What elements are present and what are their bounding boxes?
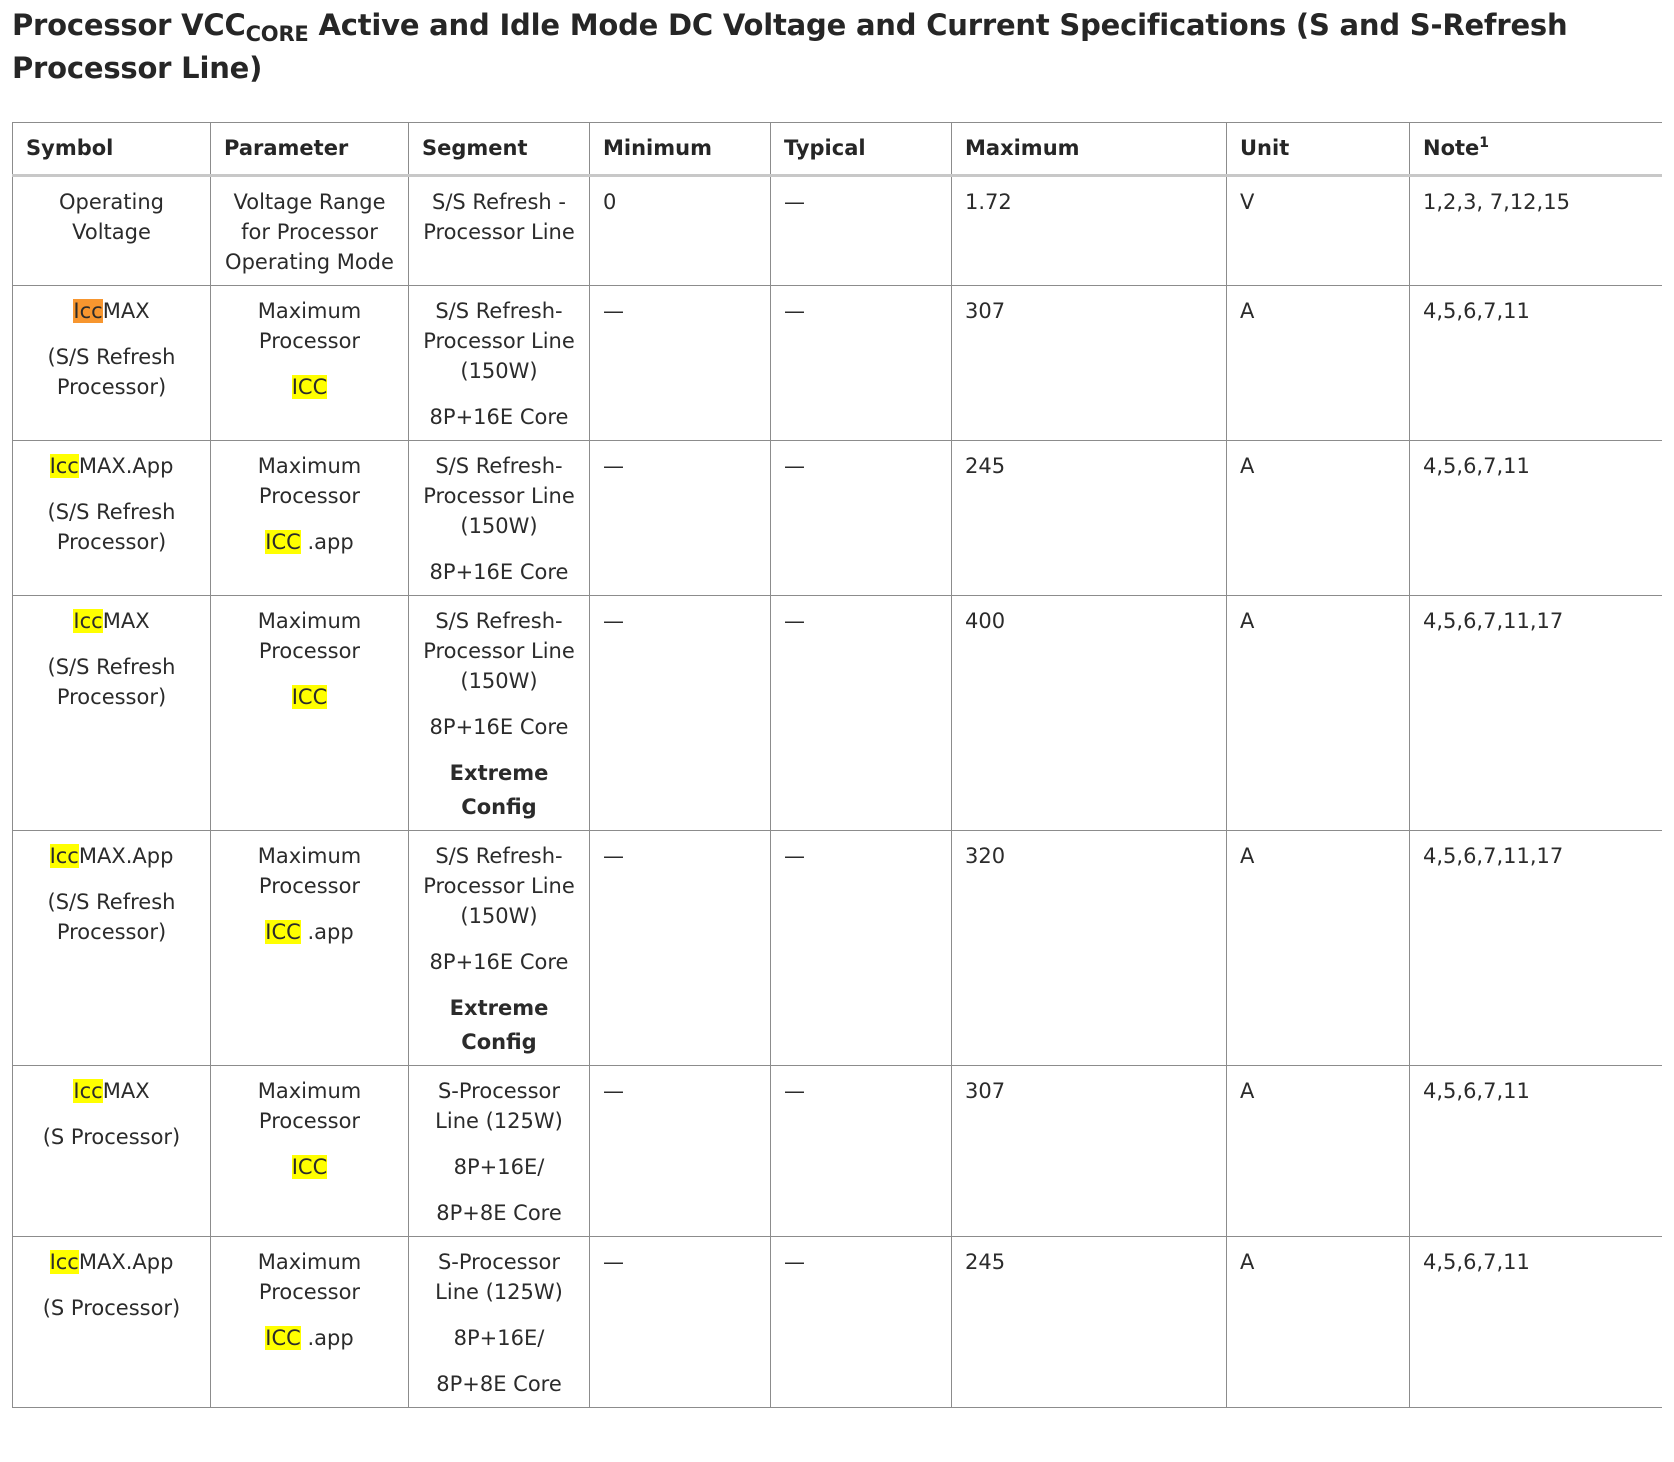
segment-line: 8P+16E Core bbox=[429, 405, 569, 429]
table-row bbox=[13, 831, 1663, 1066]
column-header-maximum: Maximum bbox=[952, 123, 1227, 176]
maximum-cell: 245 bbox=[952, 1237, 1227, 1408]
parameter-cell bbox=[211, 176, 409, 286]
minimum-cell: — bbox=[590, 441, 771, 596]
symbol-qualifier: (S/S Refresh Processor) bbox=[47, 500, 176, 554]
segment-cell bbox=[409, 831, 590, 1066]
note-cell: 4,5,6,7,11 bbox=[1410, 1066, 1663, 1237]
symbol-highlight: Icc bbox=[73, 299, 103, 323]
maximum-cell: 307 bbox=[952, 1066, 1227, 1237]
symbol-highlight: Icc bbox=[49, 454, 79, 478]
symbol-highlight: Icc bbox=[49, 844, 79, 868]
note-cell: 4,5,6,7,11,17 bbox=[1410, 596, 1663, 831]
parameter-symbol bbox=[224, 527, 395, 557]
table-row bbox=[13, 441, 1663, 596]
segment-cell bbox=[409, 441, 590, 596]
unit-cell: A bbox=[1227, 286, 1410, 441]
symbol-highlight: Icc bbox=[73, 609, 103, 633]
symbol-name bbox=[26, 451, 197, 481]
parameter-text: Maximum Processor bbox=[257, 1250, 362, 1304]
symbol-qualifier: (S/S Refresh Processor) bbox=[47, 890, 176, 944]
maximum-cell: 245 bbox=[952, 441, 1227, 596]
parameter-cell bbox=[211, 286, 409, 441]
symbol-cell bbox=[13, 1066, 211, 1237]
symbol-highlight: Icc bbox=[49, 1250, 79, 1274]
table-row bbox=[13, 286, 1663, 441]
unit-cell: A bbox=[1227, 831, 1410, 1066]
segment-line: S-Processor Line (125W) bbox=[435, 1079, 563, 1133]
segment-cell bbox=[409, 596, 590, 831]
column-header-unit: Unit bbox=[1227, 123, 1410, 176]
parameter-symbol bbox=[224, 917, 395, 947]
minimum-cell: — bbox=[590, 1066, 771, 1237]
typical-cell: — bbox=[771, 286, 952, 441]
segment-cell bbox=[409, 176, 590, 286]
minimum-cell: — bbox=[590, 286, 771, 441]
parameter-symbol bbox=[224, 1323, 395, 1353]
symbol-cell bbox=[13, 441, 211, 596]
unit-cell: A bbox=[1227, 596, 1410, 831]
segment-line: S/S Refresh - Processor Line bbox=[423, 190, 575, 244]
typical-cell: — bbox=[771, 596, 952, 831]
parameter-suffix: .app bbox=[300, 1326, 354, 1350]
segment-cell bbox=[409, 1237, 590, 1408]
typical-cell: — bbox=[771, 1237, 952, 1408]
typical-cell: — bbox=[771, 176, 952, 286]
column-header-minimum: Minimum bbox=[590, 123, 771, 176]
unit-cell: A bbox=[1227, 1237, 1410, 1408]
note-cell: 4,5,6,7,11 bbox=[1410, 286, 1663, 441]
symbol-cell bbox=[13, 286, 211, 441]
parameter-text: Voltage Range for Processor Operating Mode bbox=[225, 190, 394, 274]
minimum-cell: — bbox=[590, 831, 771, 1066]
note-cell: 4,5,6,7,11 bbox=[1410, 441, 1663, 596]
parameter-text: Maximum Processor bbox=[257, 609, 362, 663]
symbol-qualifier: (S Processor) bbox=[42, 1296, 181, 1320]
symbol-cell bbox=[13, 1237, 211, 1408]
symbol-suffix: MAX bbox=[102, 1079, 150, 1103]
segment-config-label: Config bbox=[461, 1030, 537, 1054]
segment-line: 8P+16E Core bbox=[429, 715, 569, 739]
table-row bbox=[13, 596, 1663, 831]
parameter-suffix: .app bbox=[300, 530, 354, 554]
note-cell: 4,5,6,7,11,17 bbox=[1410, 831, 1663, 1066]
parameter-cell bbox=[211, 1237, 409, 1408]
parameter-highlight: ICC bbox=[291, 1155, 328, 1179]
maximum-cell: 400 bbox=[952, 596, 1227, 831]
segment-line: S/S Refresh-Processor Line (150W) bbox=[423, 844, 575, 928]
title-subscript: CORE bbox=[245, 22, 309, 46]
parameter-text: Maximum Processor bbox=[257, 844, 362, 898]
segment-line: S/S Refresh-Processor Line (150W) bbox=[423, 609, 575, 693]
symbol-qualifier: (S Processor) bbox=[42, 1125, 181, 1149]
maximum-cell: 320 bbox=[952, 831, 1227, 1066]
symbol-qualifier: (S/S Refresh Processor) bbox=[47, 345, 176, 399]
segment-cell bbox=[409, 286, 590, 441]
minimum-cell: 0 bbox=[590, 176, 771, 286]
maximum-cell: 307 bbox=[952, 286, 1227, 441]
table-row bbox=[13, 176, 1663, 286]
symbol-name bbox=[26, 841, 197, 871]
parameter-cell bbox=[211, 831, 409, 1066]
parameter-text: Maximum Processor bbox=[257, 299, 362, 353]
parameter-highlight: ICC bbox=[265, 530, 301, 554]
symbol-cell bbox=[13, 596, 211, 831]
unit-cell: A bbox=[1227, 441, 1410, 596]
note-header-superscript: 1 bbox=[1479, 135, 1490, 151]
symbol-name bbox=[26, 1247, 197, 1277]
symbol-suffix: MAX.App bbox=[78, 844, 174, 868]
symbol-name bbox=[26, 296, 197, 326]
segment-line: 8P+16E Core bbox=[429, 950, 569, 974]
parameter-cell bbox=[211, 441, 409, 596]
column-header-typical: Typical bbox=[771, 123, 952, 176]
segment-config-label: Extreme bbox=[449, 996, 549, 1020]
spec-table-container bbox=[12, 122, 1662, 1462]
typical-cell: — bbox=[771, 441, 952, 596]
unit-cell: A bbox=[1227, 1066, 1410, 1237]
segment-line: 8P+16E/ bbox=[453, 1155, 545, 1179]
symbol-suffix: MAX bbox=[102, 609, 150, 633]
title-rest: Active and Idle Mode DC Voltage and Current Specifications (S and S-Refresh Processor Line) bbox=[12, 8, 1568, 85]
symbol-name bbox=[26, 606, 197, 636]
table-header-row bbox=[13, 123, 1663, 176]
page-title bbox=[12, 4, 1662, 90]
parameter-symbol bbox=[224, 682, 395, 712]
parameter-highlight: ICC bbox=[265, 920, 301, 944]
segment-line: S/S Refresh-Processor Line (150W) bbox=[423, 299, 575, 383]
typical-cell: — bbox=[771, 831, 952, 1066]
maximum-cell: 1.72 bbox=[952, 176, 1227, 286]
symbol-suffix: MAX bbox=[102, 299, 150, 323]
parameter-highlight: ICC bbox=[291, 685, 328, 709]
parameter-text: Maximum Processor bbox=[257, 454, 362, 508]
title-prefix: Processor VCC bbox=[12, 8, 246, 42]
segment-config-label: Config bbox=[461, 795, 537, 819]
segment-config-label: Extreme bbox=[449, 761, 549, 785]
minimum-cell: — bbox=[590, 596, 771, 831]
parameter-symbol bbox=[224, 372, 395, 402]
table-row bbox=[13, 1066, 1663, 1237]
symbol-suffix: MAX.App bbox=[78, 1250, 174, 1274]
symbol-cell bbox=[13, 831, 211, 1066]
symbol-text: Operating Voltage bbox=[59, 190, 164, 244]
spec-table bbox=[12, 122, 1662, 1408]
parameter-text: Maximum Processor bbox=[257, 1079, 362, 1133]
parameter-symbol bbox=[224, 1152, 395, 1182]
symbol-suffix: MAX.App bbox=[78, 454, 174, 478]
table-row bbox=[13, 1237, 1663, 1408]
parameter-suffix: .app bbox=[300, 920, 354, 944]
symbol-highlight: Icc bbox=[73, 1079, 103, 1103]
segment-line: 8P+16E Core bbox=[429, 560, 569, 584]
typical-cell: — bbox=[771, 1066, 952, 1237]
table-body bbox=[13, 176, 1663, 1408]
note-header-label: Note bbox=[1423, 136, 1480, 160]
note-cell: 4,5,6,7,11 bbox=[1410, 1237, 1663, 1408]
parameter-highlight: ICC bbox=[265, 1326, 301, 1350]
symbol-qualifier: (S/S Refresh Processor) bbox=[47, 655, 176, 709]
unit-cell: V bbox=[1227, 176, 1410, 286]
parameter-cell bbox=[211, 1066, 409, 1237]
segment-line: 8P+8E Core bbox=[436, 1201, 562, 1225]
parameter-cell bbox=[211, 596, 409, 831]
parameter-highlight: ICC bbox=[291, 375, 328, 399]
column-header-segment: Segment bbox=[409, 123, 590, 176]
note-cell: 1,2,3, 7,12,15 bbox=[1410, 176, 1663, 286]
segment-line: S-Processor Line (125W) bbox=[435, 1250, 563, 1304]
column-header-symbol: Symbol bbox=[13, 123, 211, 176]
segment-cell bbox=[409, 1066, 590, 1237]
minimum-cell: — bbox=[590, 1237, 771, 1408]
segment-line: 8P+8E Core bbox=[436, 1372, 562, 1396]
symbol-name bbox=[26, 1076, 197, 1106]
segment-line: S/S Refresh-Processor Line (150W) bbox=[423, 454, 575, 538]
segment-line: 8P+16E/ bbox=[453, 1326, 545, 1350]
column-header-parameter: Parameter bbox=[211, 123, 409, 176]
symbol-cell bbox=[13, 176, 211, 286]
column-header-note bbox=[1410, 123, 1663, 176]
